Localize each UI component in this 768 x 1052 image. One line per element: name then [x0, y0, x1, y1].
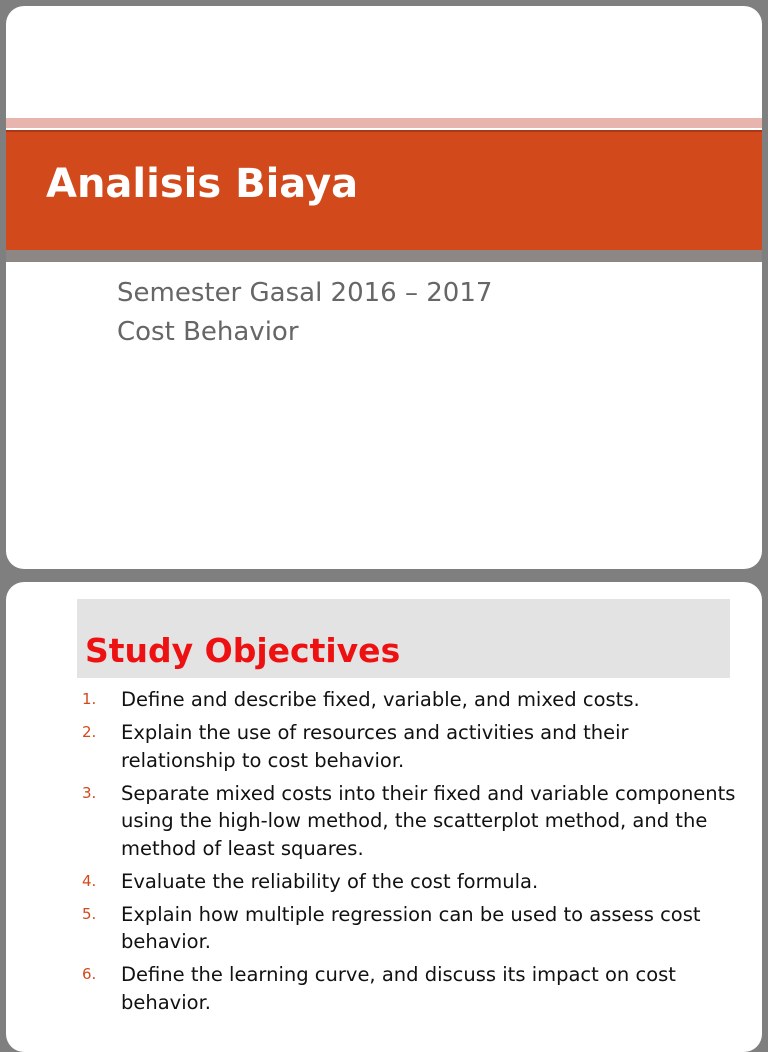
list-item	[76, 961, 736, 1016]
list-item-number: 1.	[82, 690, 97, 708]
list-item	[76, 780, 736, 863]
objectives-list	[76, 686, 736, 1022]
list-item-number: 4.	[82, 871, 97, 890]
list-item-text: Define and describe fixed, variable, and mixed costs.	[121, 688, 640, 711]
decor-strip-top	[6, 118, 762, 128]
objectives-slide	[6, 582, 762, 1052]
list-item-text: Evaluate the reliability of the cost formula.	[121, 869, 539, 893]
objectives-heading: Study Objectives	[85, 631, 401, 670]
list-item-number: 2.	[82, 723, 97, 741]
list-item	[76, 686, 736, 714]
list-item-text: Define the learning curve, and discuss its impact on cost behavior.	[121, 963, 676, 1014]
list-item-number: 3.	[82, 783, 97, 802]
list-item-number: 5.	[82, 904, 97, 923]
objectives-header-box	[77, 599, 730, 678]
list-item-number: 6.	[82, 965, 97, 983]
subtitle-semester: Semester Gasal 2016 – 2017	[117, 278, 493, 308]
list-item-text: Explain how multiple regression can be used to assess cost behavior.	[121, 902, 701, 953]
slide-title: Analisis Biaya	[46, 161, 359, 207]
title-band-edge	[6, 130, 762, 132]
decor-strip-bottom	[6, 250, 762, 262]
list-item	[76, 719, 736, 774]
subtitle-topic: Cost Behavior	[117, 317, 299, 347]
list-item	[76, 901, 736, 956]
list-item	[76, 868, 736, 896]
list-item-text: Explain the use of resources and activities and their relationship to cost behavior.	[121, 721, 629, 772]
list-item-text: Separate mixed costs into their fixed and variable components using the high-low method, the scatterplot method, and the method of least squares.	[121, 781, 736, 860]
slide-subtitle	[117, 274, 492, 352]
title-slide	[6, 6, 762, 569]
